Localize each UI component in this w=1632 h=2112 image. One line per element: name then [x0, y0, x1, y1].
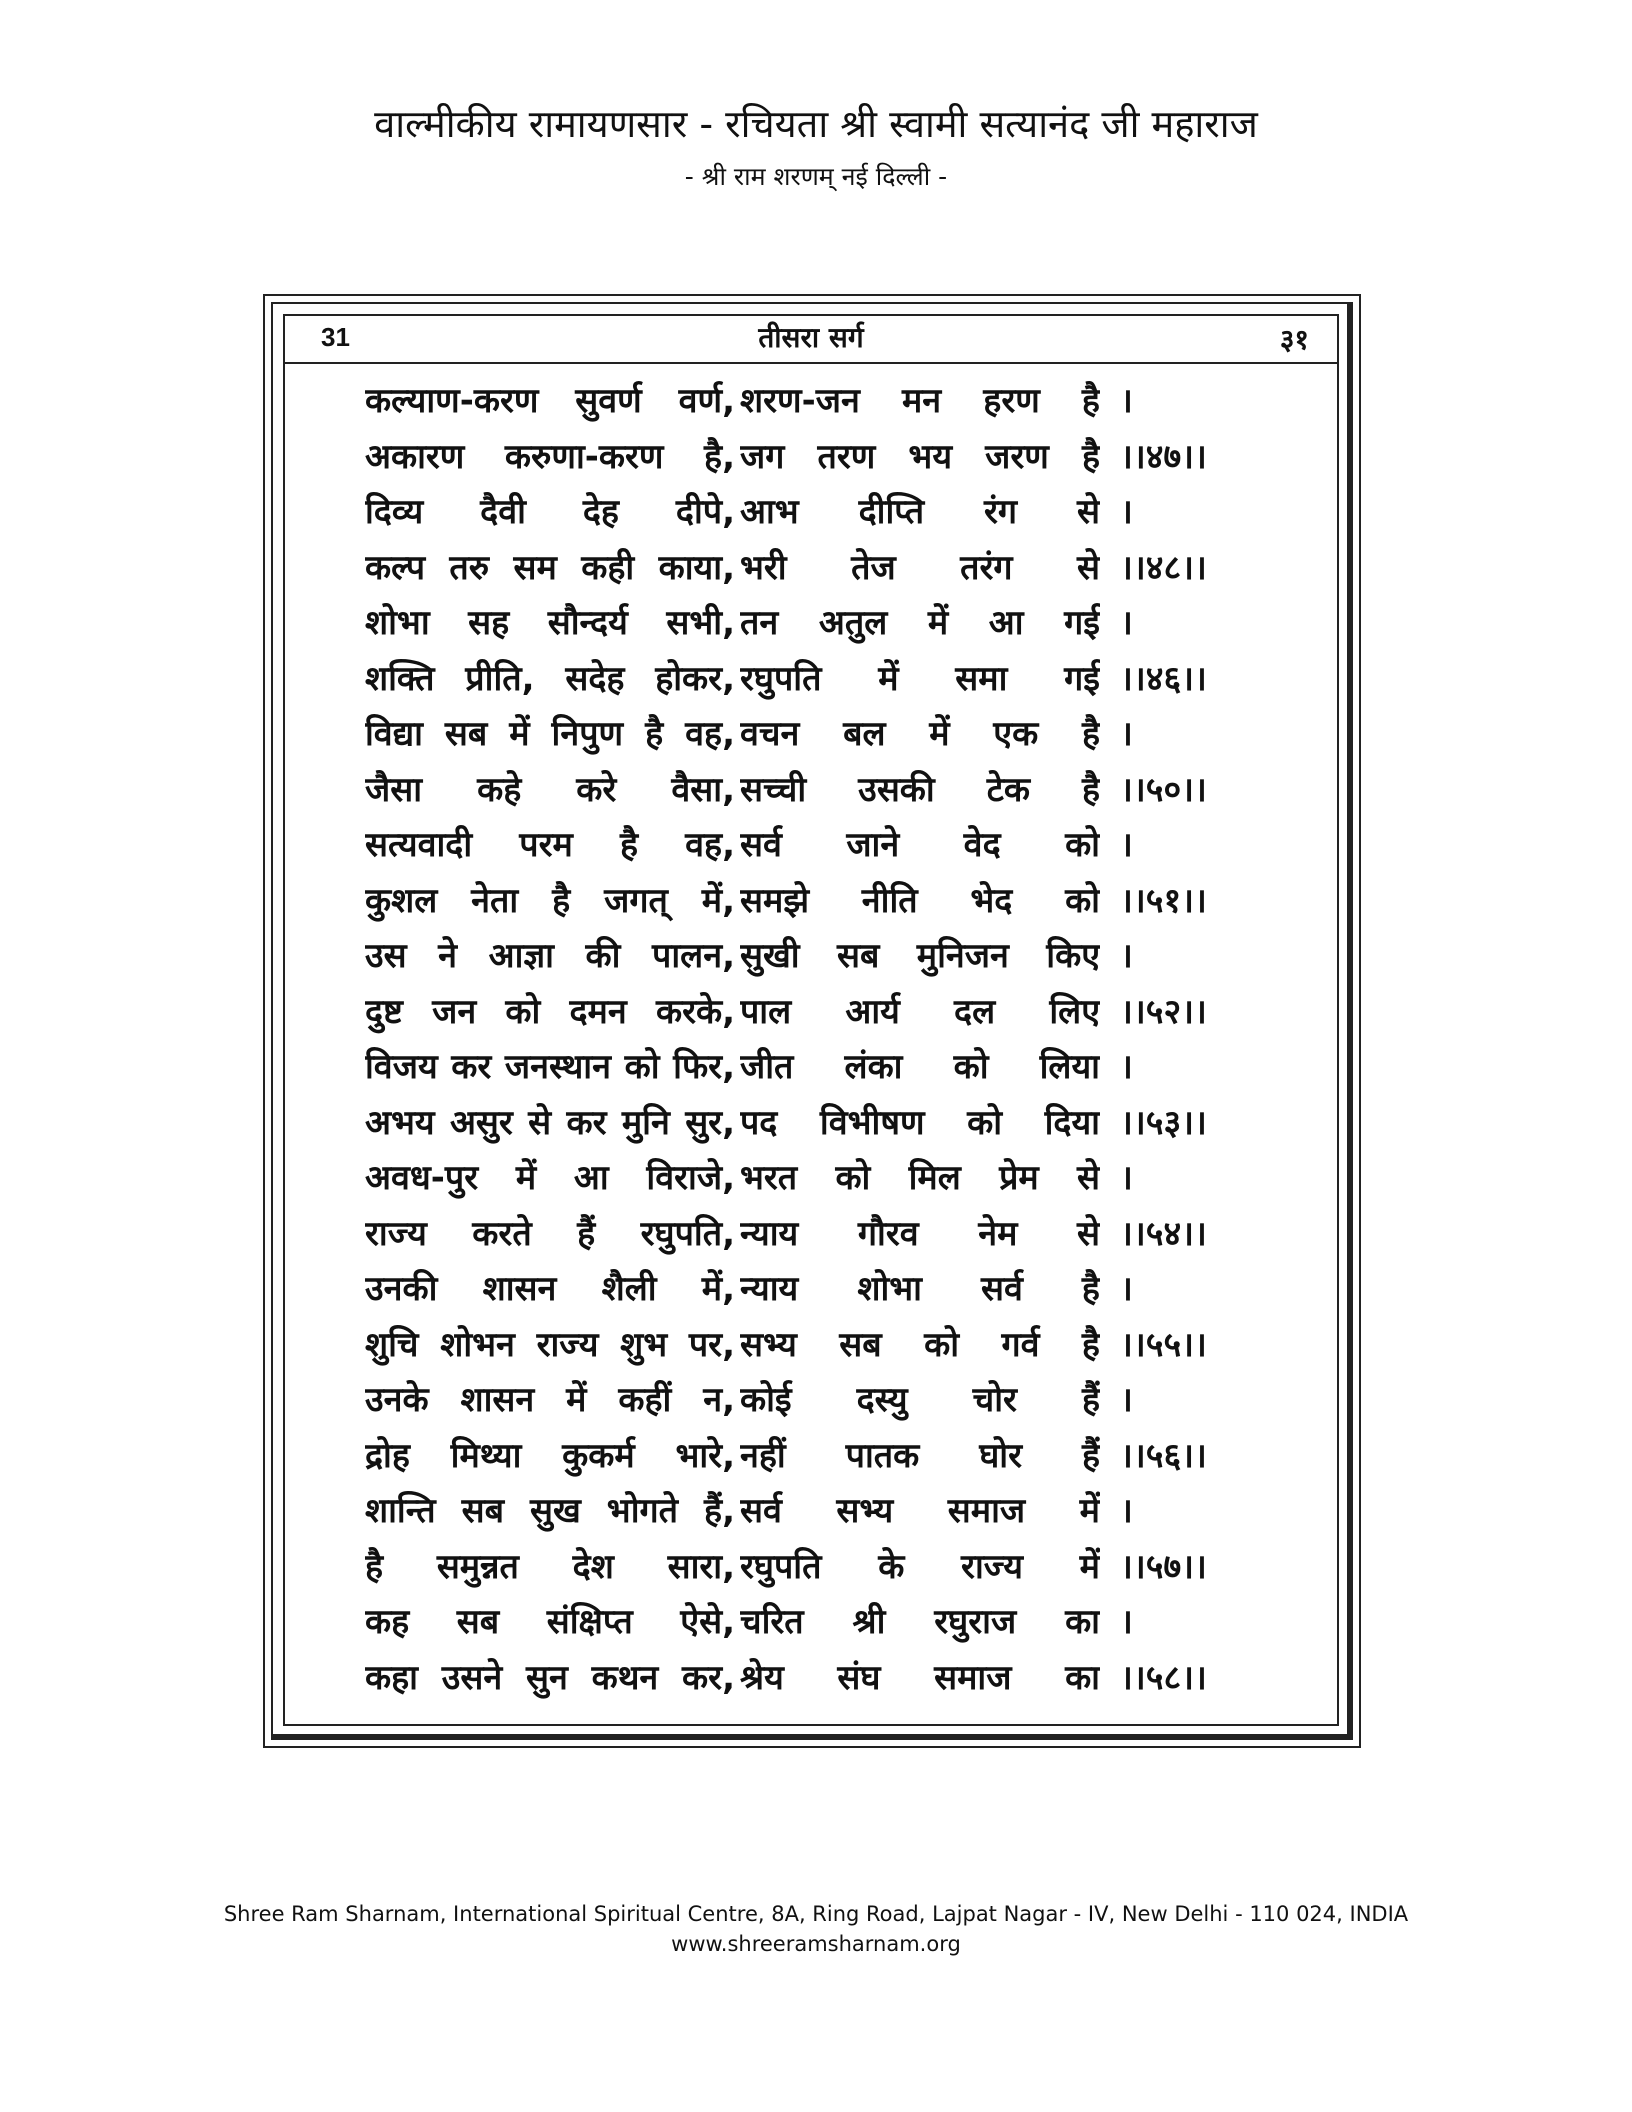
verse-end-marker: ।: [1120, 1602, 1133, 1642]
verse-first-half: कल्प तरु सम कही काया,: [365, 547, 735, 588]
verse-first-half: राज्य करते हैं रघुपति,: [365, 1213, 735, 1254]
verse-end-marker: ।।५४।।: [1120, 1213, 1207, 1254]
verse-second-half: जग तरण भय जरण है: [740, 436, 1100, 477]
verse-end-marker: ।।४८।।: [1120, 547, 1207, 588]
verse-second-half: तन अतुल में आ गई: [740, 603, 1100, 643]
verse-line: [0, 1373, 1632, 1429]
verse-line: [0, 596, 1632, 652]
verse-second-half: सुखी सब मुनिजन किए: [740, 936, 1100, 976]
footer-website: www.shreeramsharnam.org: [671, 1932, 961, 1956]
verse-first-half: अकारण करुणा-करण है,: [365, 436, 735, 477]
verse-line: [0, 541, 1632, 597]
verse-end-marker: ।।५१।।: [1120, 880, 1207, 921]
verse-line: [0, 1595, 1632, 1651]
verse-first-half: विजय कर जनस्थान को फिर,: [365, 1047, 735, 1087]
verse-first-half: उनकी शासन शैली में,: [365, 1269, 735, 1309]
verse-second-half: सभ्य सब को गर्व है: [740, 1324, 1100, 1365]
verse-first-half: सत्यवादी परम है वह,: [365, 825, 735, 865]
document-subtitle: - श्री राम शरणम् नई दिल्ली -: [684, 162, 948, 191]
verse-second-half: श्रेय संघ समाज का: [740, 1657, 1100, 1698]
verse-second-half: चरित श्री रघुराज का: [740, 1602, 1100, 1642]
running-head: [283, 316, 1339, 364]
page-number-devanagari: ३१: [1279, 323, 1309, 356]
verse-second-half: सच्ची उसकी टेक है: [740, 769, 1100, 810]
verse-line: [0, 1484, 1632, 1540]
chapter-title: तीसरा सर्ग: [758, 321, 864, 354]
verse-line: [0, 485, 1632, 541]
verse-second-half: भरी तेज तरंग से: [740, 547, 1100, 588]
verse-line: [0, 763, 1632, 819]
verse-first-half: कहा उसने सुन कथन कर,: [365, 1657, 735, 1698]
verse-first-half: द्रोह मिथ्या कुकर्म भारे,: [365, 1435, 735, 1476]
verse-end-marker: ।: [1120, 1158, 1133, 1198]
verse-first-half: उनके शासन में कहीं न,: [365, 1380, 735, 1420]
verse-line: [0, 374, 1632, 430]
verse-end-marker: ।: [1120, 381, 1133, 421]
verse-line: [0, 1040, 1632, 1096]
verse-first-half: शुचि शोभन राज्य शुभ पर,: [365, 1324, 735, 1365]
verse-second-half: भरत को मिल प्रेम से: [740, 1158, 1100, 1198]
verse-first-half: शक्ति प्रीति, सदेह होकर,: [365, 658, 735, 699]
verse-line: [0, 1318, 1632, 1374]
verse-line: [0, 1651, 1632, 1707]
verse-first-half: अभय असुर से कर मुनि सुर,: [365, 1102, 735, 1143]
verse-block: [0, 374, 1632, 1706]
verse-second-half: नहीं पातक घोर हैं: [740, 1435, 1100, 1476]
verse-second-half: समझे नीति भेद को: [740, 880, 1100, 921]
verse-second-half: पद विभीषण को दिया: [740, 1102, 1100, 1143]
verse-end-marker: ।।५३।।: [1120, 1102, 1207, 1143]
verse-end-marker: ।: [1120, 1380, 1133, 1420]
verse-second-half: न्याय शोभा सर्व है: [740, 1269, 1100, 1309]
verse-end-marker: ।: [1120, 1491, 1133, 1531]
verse-second-half: जीत लंका को लिया: [740, 1047, 1100, 1087]
verse-line: [0, 1207, 1632, 1263]
verse-line: [0, 1429, 1632, 1485]
verse-line: [0, 929, 1632, 985]
verse-end-marker: ।।५०।।: [1120, 769, 1207, 810]
verse-second-half: वचन बल में एक है: [740, 714, 1100, 754]
verse-line: [0, 874, 1632, 930]
verse-end-marker: ।: [1120, 714, 1133, 754]
document-title: वाल्मीकीय रामायणसार - रचियता श्री स्वामी सत्यानंद जी महाराज: [374, 102, 1258, 146]
verse-end-marker: ।।५२।।: [1120, 991, 1207, 1032]
verse-line: [0, 707, 1632, 763]
running-head-rule: [283, 362, 1339, 364]
verse-second-half: सर्व सभ्य समाज में: [740, 1491, 1100, 1531]
verse-second-half: रघुपति में समा गई: [740, 658, 1100, 699]
verse-first-half: दिव्य दैवी देह दीपे,: [365, 492, 735, 532]
verse-line: [0, 1540, 1632, 1596]
verse-first-half: दुष्ट जन को दमन करके,: [365, 991, 735, 1032]
verse-first-half: शान्ति सब सुख भोगते हैं,: [365, 1491, 735, 1531]
verse-end-marker: ।।५६।।: [1120, 1435, 1207, 1476]
verse-end-marker: ।।५८।।: [1120, 1657, 1207, 1698]
verse-second-half: आभ दीप्ति रंग से: [740, 492, 1100, 532]
verse-first-half: कुशल नेता है जगत् में,: [365, 880, 735, 921]
verse-first-half: शोभा सह सौन्दर्य सभी,: [365, 603, 735, 643]
verse-line: [0, 1151, 1632, 1207]
verse-second-half: सर्व जाने वेद को: [740, 825, 1100, 865]
verse-end-marker: ।।५७।।: [1120, 1546, 1207, 1587]
verse-end-marker: ।: [1120, 936, 1133, 976]
verse-end-marker: ।: [1120, 1269, 1133, 1309]
verse-second-half: न्याय गौरव नेम से: [740, 1213, 1100, 1254]
verse-second-half: कोई दस्यु चोर हैं: [740, 1380, 1100, 1420]
verse-second-half: पाल आर्य दल लिए: [740, 991, 1100, 1032]
verse-line: [0, 1096, 1632, 1152]
footer-address: Shree Ram Sharnam, International Spiritual Centre, 8A, Ring Road, Lajpat Nagar - IV, New Delhi - 110 024, INDIA: [223, 1902, 1409, 1926]
verse-first-half: है समुन्नत देश सारा,: [365, 1546, 735, 1587]
verse-line: [0, 818, 1632, 874]
verse-end-marker: ।।४७।।: [1120, 436, 1207, 477]
verse-line: [0, 652, 1632, 708]
verse-first-half: जैसा कहे करे वैसा,: [365, 769, 735, 810]
verse-second-half: रघुपति के राज्य में: [740, 1546, 1100, 1587]
verse-end-marker: ।।५५।।: [1120, 1324, 1207, 1365]
page-number-arabic: 31: [321, 322, 350, 352]
verse-end-marker: ।: [1120, 603, 1133, 643]
verse-first-half: कह सब संक्षिप्त ऐसे,: [365, 1602, 735, 1642]
verse-end-marker: ।।४६।।: [1120, 658, 1207, 699]
verse-line: [0, 985, 1632, 1041]
verse-first-half: कल्याण-करण सुवर्ण वर्ण,: [365, 381, 735, 421]
verse-first-half: उस ने आज्ञा की पालन,: [365, 936, 735, 976]
verse-line: [0, 430, 1632, 486]
verse-line: [0, 1262, 1632, 1318]
verse-second-half: शरण-जन मन हरण है: [740, 381, 1100, 421]
verse-end-marker: ।: [1120, 825, 1133, 865]
verse-first-half: अवध-पुर में आ विराजे,: [365, 1158, 735, 1198]
verse-end-marker: ।: [1120, 492, 1133, 532]
verse-first-half: विद्या सब में निपुण है वह,: [365, 714, 735, 754]
verse-end-marker: ।: [1120, 1047, 1133, 1087]
